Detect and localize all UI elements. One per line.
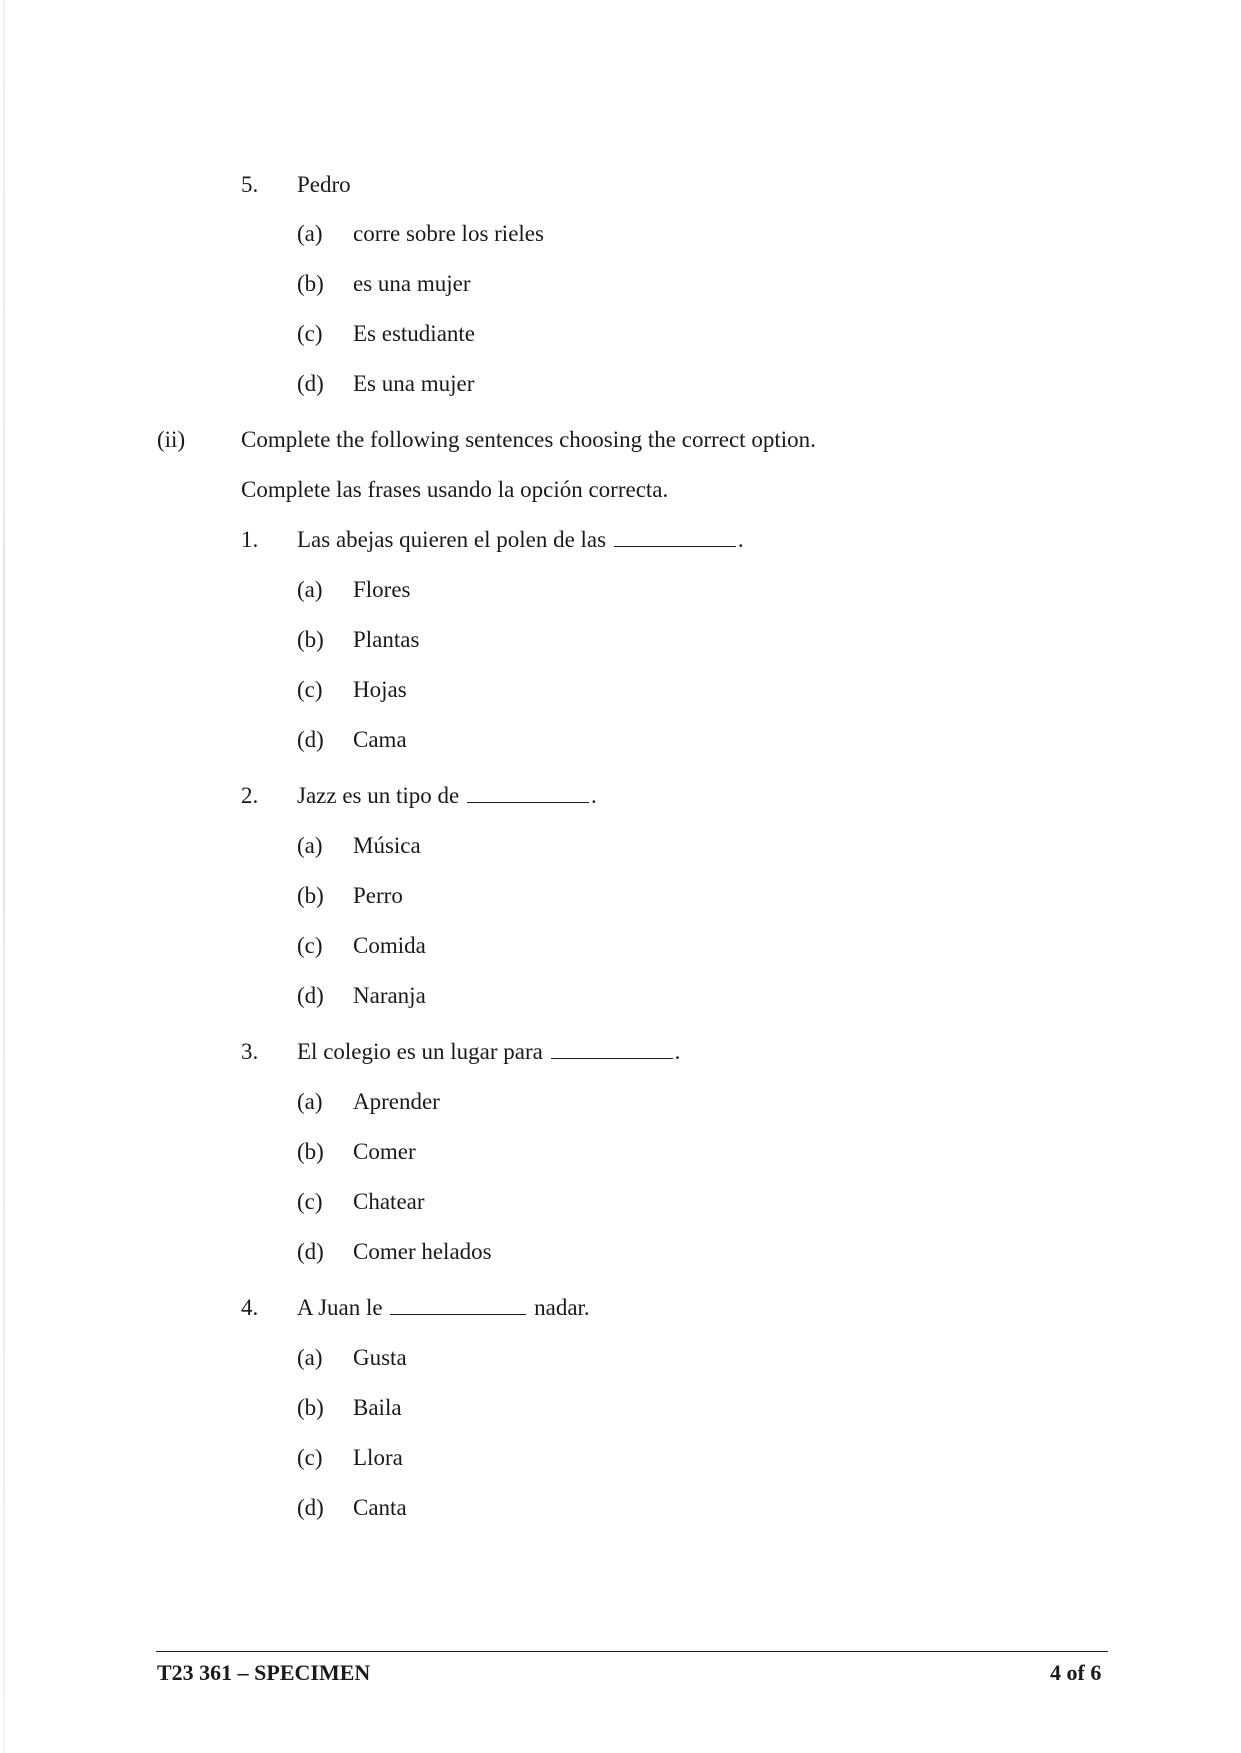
question-3-after: . <box>674 1039 681 1064</box>
footer-rule <box>156 1651 1108 1652</box>
q2-option-c-text: Comida <box>353 933 426 958</box>
question-2-after: . <box>590 783 597 808</box>
question-4-after: nadar. <box>534 1295 590 1320</box>
q2-option-a-label: (a) <box>297 833 323 858</box>
q2-option-a-text: Música <box>353 833 421 858</box>
answer-blank <box>467 801 589 803</box>
question-2-number: 2. <box>241 783 259 808</box>
q5-option-d-label: (d) <box>297 371 324 396</box>
footer-exam-code: T23 361 – SPECIMEN <box>157 1660 371 1685</box>
question-5-number: 5. <box>241 172 259 197</box>
answer-blank <box>551 1057 673 1059</box>
q3-option-b-label: (b) <box>297 1139 324 1164</box>
q1-option-a-label: (a) <box>297 577 323 602</box>
answer-blank <box>390 1313 526 1315</box>
q5-option-b-text: es una mujer <box>353 271 471 296</box>
q5-option-b-label: (b) <box>297 271 324 296</box>
q2-option-b-label: (b) <box>297 883 324 908</box>
q4-option-a-label: (a) <box>297 1345 323 1370</box>
question-4-stem <box>297 1296 590 1319</box>
question-3-stem <box>297 1040 680 1063</box>
answer-blank <box>614 545 736 547</box>
q2-option-d-text: Naranja <box>353 983 426 1008</box>
q3-option-c-label: (c) <box>297 1189 323 1214</box>
question-2-text: Jazz es un tipo de <box>297 783 460 808</box>
section-ii-instruction-es: Complete las frases usando la opción correcta. <box>241 477 669 502</box>
section-ii-instruction-en: Complete the following sentences choosing the correct option. <box>241 427 816 452</box>
q2-option-b-text: Perro <box>353 883 403 908</box>
q3-option-d-text: Comer helados <box>353 1239 492 1264</box>
q5-option-a-text: corre sobre los rieles <box>353 221 544 246</box>
question-1-stem <box>297 528 744 551</box>
q1-option-a-text: Flores <box>353 577 411 602</box>
q5-option-a-label: (a) <box>297 221 323 246</box>
q2-option-c-label: (c) <box>297 933 323 958</box>
q4-option-b-label: (b) <box>297 1395 324 1420</box>
q4-option-b-text: Baila <box>353 1395 402 1420</box>
question-4-text: A Juan le <box>297 1295 383 1320</box>
q1-option-c-text: Hojas <box>353 677 407 702</box>
question-1-text: Las abejas quieren el polen de las <box>297 527 607 552</box>
q2-option-d-label: (d) <box>297 983 324 1008</box>
q3-option-a-label: (a) <box>297 1089 323 1114</box>
q5-option-c-text: Es estudiante <box>353 321 475 346</box>
question-1-after: . <box>737 527 744 552</box>
q1-option-d-text: Cama <box>353 727 407 752</box>
q3-option-b-text: Comer <box>353 1139 416 1164</box>
question-3-number: 3. <box>241 1039 259 1064</box>
q3-option-c-text: Chatear <box>353 1189 425 1214</box>
q1-option-b-label: (b) <box>297 627 324 652</box>
scan-page-edge <box>3 0 5 1753</box>
q1-option-d-label: (d) <box>297 727 324 752</box>
q4-option-a-text: Gusta <box>353 1345 407 1370</box>
q3-option-d-label: (d) <box>297 1239 324 1264</box>
q4-option-c-label: (c) <box>297 1445 323 1470</box>
q4-option-d-label: (d) <box>297 1495 324 1520</box>
question-3-text: El colegio es un lugar para <box>297 1039 543 1064</box>
q4-option-c-text: Llora <box>353 1445 403 1470</box>
q1-option-b-text: Plantas <box>353 627 420 652</box>
footer-page-number: 4 of 6 <box>1050 1660 1102 1685</box>
q5-option-c-label: (c) <box>297 321 323 346</box>
section-ii-label: (ii) <box>157 427 186 452</box>
q1-option-c-label: (c) <box>297 677 323 702</box>
q4-option-d-text: Canta <box>353 1495 407 1520</box>
question-2-stem <box>297 784 597 807</box>
question-5-stem: Pedro <box>297 172 351 197</box>
question-4-number: 4. <box>241 1295 259 1320</box>
q3-option-a-text: Aprender <box>353 1089 440 1114</box>
question-1-number: 1. <box>241 527 259 552</box>
q5-option-d-text: Es una mujer <box>353 371 475 396</box>
